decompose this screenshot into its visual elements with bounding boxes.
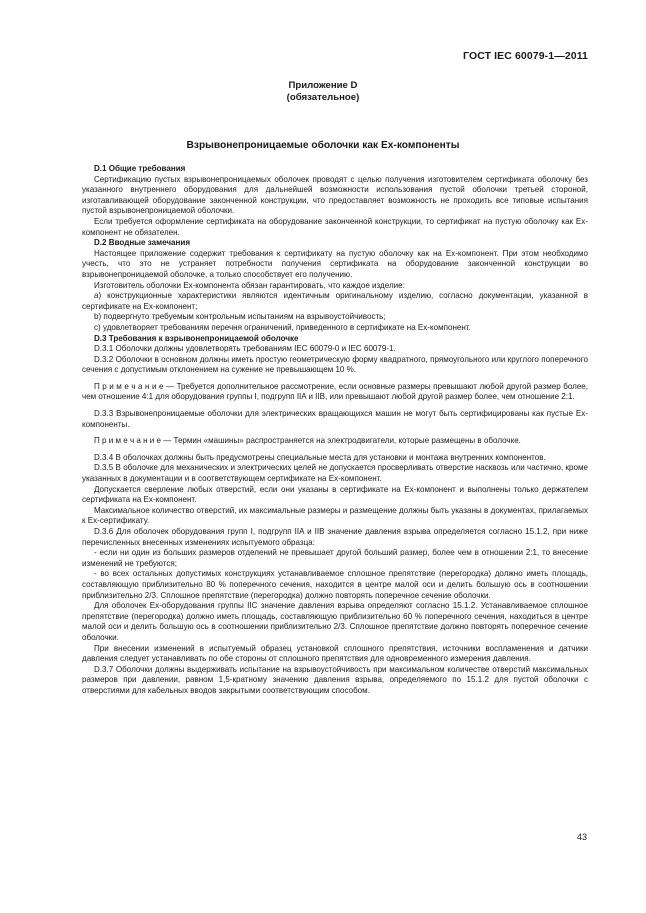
body-paragraph: Если требуется оформление сертификата на оборудование законченной конструкции, то сертификат на пустую оболочку как Ex-компонент не обязателен. [82,216,588,237]
body-paragraph: Для оболочек Ex-оборудования группы IIC значение давления взрыва определяют согласно 15.1.2. Устанавливаемое сплошное препятствие (перегородка) должно иметь площадь, составляющую приблизительно 60 % поперечного сечения, находиться в центре малой оси и делить большую ось в соотношении приблизительно 2/3. Сплошное препятствие должно повторять поперечное сечение оболочки. [82,601,588,642]
body-paragraph: D.3.1 Оболочки должны удовлетворять требованиям IEC 60079-0 и IEC 60079-1. [94,344,396,354]
body-paragraph: - если ни один из больших размеров отделений не превышает другой больший размер, более чем в отношении 2:1, то внесение изменений не требуются; [82,548,588,568]
body-paragraph: Настоящее приложение содержит требования к сертификату на пустую оболочку как на Ex-компонент. При этом необходимо учесть, что это не устраняет потребности получения сертификата на оборудование законченной конструкции во взрывонепроницаемой оболочке, а только способствует его получению. [82,248,588,279]
standard-number: ГОСТ IEC 60079-1—2011 [463,50,588,62]
body-paragraph: D.3.5 В оболочке для механических и электрических целей не допускается просверливать отверстие насквозь или частично, кроме указанных в документации и в соответствующем сертификате на Ex-компонент. [82,463,588,484]
body-paragraph: D.3.4 В оболочках должны быть предусмотрены специальные места для установки и монтажа внутренних компонентов. [94,452,546,462]
body-paragraph: Сертификацию пустых взрывонепроницаемых оболочек проводят с целью получения изготовителем сертификата оболочку без указанного внутреннего оборудования для дальнейшей возможности использования пустой оболочки третьей стороной, изготавливающей оборудование законченной конструкции, что предоставляет возможность не проходить все типовые испытания пустой взрывонепроницаемой оболочки. [82,174,588,216]
annex-status: (обязательное) [286,92,360,103]
annex-heading [0,80,646,104]
body-paragraph: Максимальное количество отверстий, их максимальные размеры и размещение должны быть указаны в документах, прилагаемых к Ex-сертификату. [82,505,588,526]
section-heading: D.1 Общие требования [94,164,186,173]
body-paragraph: D.3.6 Для оболочек оборудования групп I, подгрупп IIA и IIB значение давления взрыва определяется согласно 15.1.2, при ниже перечисленных внесенных изменениях испытуемого образца: [82,527,588,547]
body-paragraph: Изготовитель оболочки Ex-компонента обязан гарантировать, что каждое изделие: [94,280,405,290]
body-paragraph: а) конструкционные характеристики являются идентичным оригинальному изделию, согласно документации, указанной в сертификате на Ex-компонент; [82,291,588,311]
document-body [82,164,588,697]
body-paragraph: Допускается сверление любых отверстий, если они указаны в сертификате на Ex-компонент и выполнены только держателем сертификата на Ex-компонент. [82,484,588,505]
annex-title: Приложение D [288,80,358,91]
section-heading: D.2 Вводные замечания [94,238,191,248]
body-paragraph: - во всех остальных допустимых конструкциях устанавливаемое сплошное препятствие (перегородка) должно иметь площадь, составляющую приблизительно 80 % поперечного сечения, находится в центре малой оси и делить большую ось в соотношении приблизительно 2/3. Сплошное препятствие (перегородка) должно повторять поперечное сечение оболочки. [82,569,588,600]
note-paragraph: П р и м е ч а н и е — Термин «машины» распространяется на электродвигатели, которые размещены в оболочке. [94,436,521,446]
body-paragraph: При внесении изменений в испытуемый образец установкой сплошного препятствия, источники воспламенения и датчики давления следует устанавливать по обе стороны от сплошного препятствия для одновременного измерения давления. [82,643,588,664]
page-number: 43 [576,832,587,842]
section-title: Взрывонепроницаемые оболочки как Ex-компоненты [186,140,460,151]
body-paragraph: D.3.7 Оболочки должны выдерживать испытание на взрывоустойчивость при максимальном количестве отверстий максимальных размеров при давлении, равном 1,5-кратному значению давления взрыва, определяемого по 15.1.2 для пустой оболочки с отверстиями для кабельных вводов закрытыми соответствующим способом. [82,664,588,695]
body-paragraph: b) подвергнуто требуемым контрольным испытаниям на взрывоустойчивость; [94,312,386,322]
body-paragraph: D.3.2 Оболочки в основном должны иметь простую геометрическую форму квадратного, прямоугольного или круглого поперечного сечения с допустимым отклонением на сужение не превышающем 10 %. [82,354,588,375]
section-heading: D.3 Требования к взрывонепроницаемой оболочке [94,333,299,343]
note-paragraph: П р и м е ч а н и е — Требуется дополнительное рассмотрение, если основные размеры превышают любой другой размер более, чем отношение 4:1 для оборудования группы I, подгрупп IIA и IIB, или превышают любой другой размер более, чем отношение 2:1. [82,381,588,402]
body-paragraph: D.3.3 Взрывонепроницаемые оболочки для электрических вращающихся машин не могут быть сертифицированы как пустые Ex-компоненты. [82,409,588,429]
body-paragraph: с) удовлетворяет требованиям перечня ограничений, приведенного в сертификате на Ex-компонент. [94,322,471,332]
